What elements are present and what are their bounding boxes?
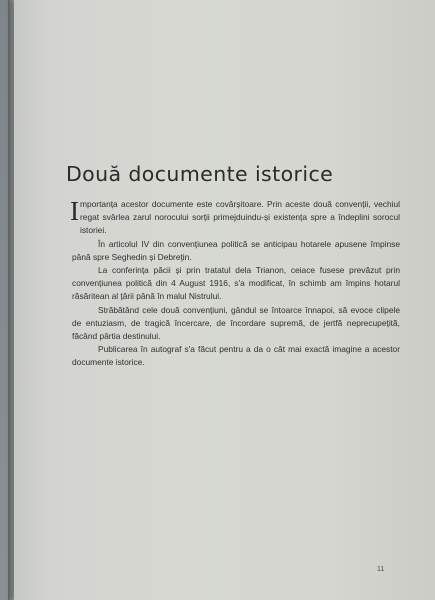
paragraph-5: Publicarea în autograf s'a făcut pentru a da o cât mai exactă imagine a acestor documente istorice. [72,344,400,368]
paragraph-3: La conferința păcii și prin tratatul dela Trianon, ceiace fusese prevăzut prin convențiunea politică din 4 August 1916, s'a modificat, în schimb am împins hotarul răsăritean al țării până în malul Nistrului. [72,265,400,302]
paragraph-4: Străbătând cele două convențiuni, gândul se întoarce înnapoi, să evoce clipele de entuziasm, de tragică încercare, de încordare supremă, de jertfă neprecupețită, făcând pârtia destinului. [72,304,400,342]
paragraph-1: mportanța acestor documente este covârșitoare. Prin aceste două convenții, vechiul regat svârlea zarul norocului sorții primejduindu-și existența spre a îndeplini sorocul istoriei. [80,199,400,236]
drop-cap: I [70,196,79,226]
body-text [72,198,400,370]
page-title: Două documente istorice [66,162,334,186]
page-number: 11 [377,566,385,573]
paragraph-2: În articolul IV din convențiunea politică se anticipau hotarele apusene împinse până spre Seghedin și Debreţin. [72,238,400,262]
book-page [14,0,435,600]
